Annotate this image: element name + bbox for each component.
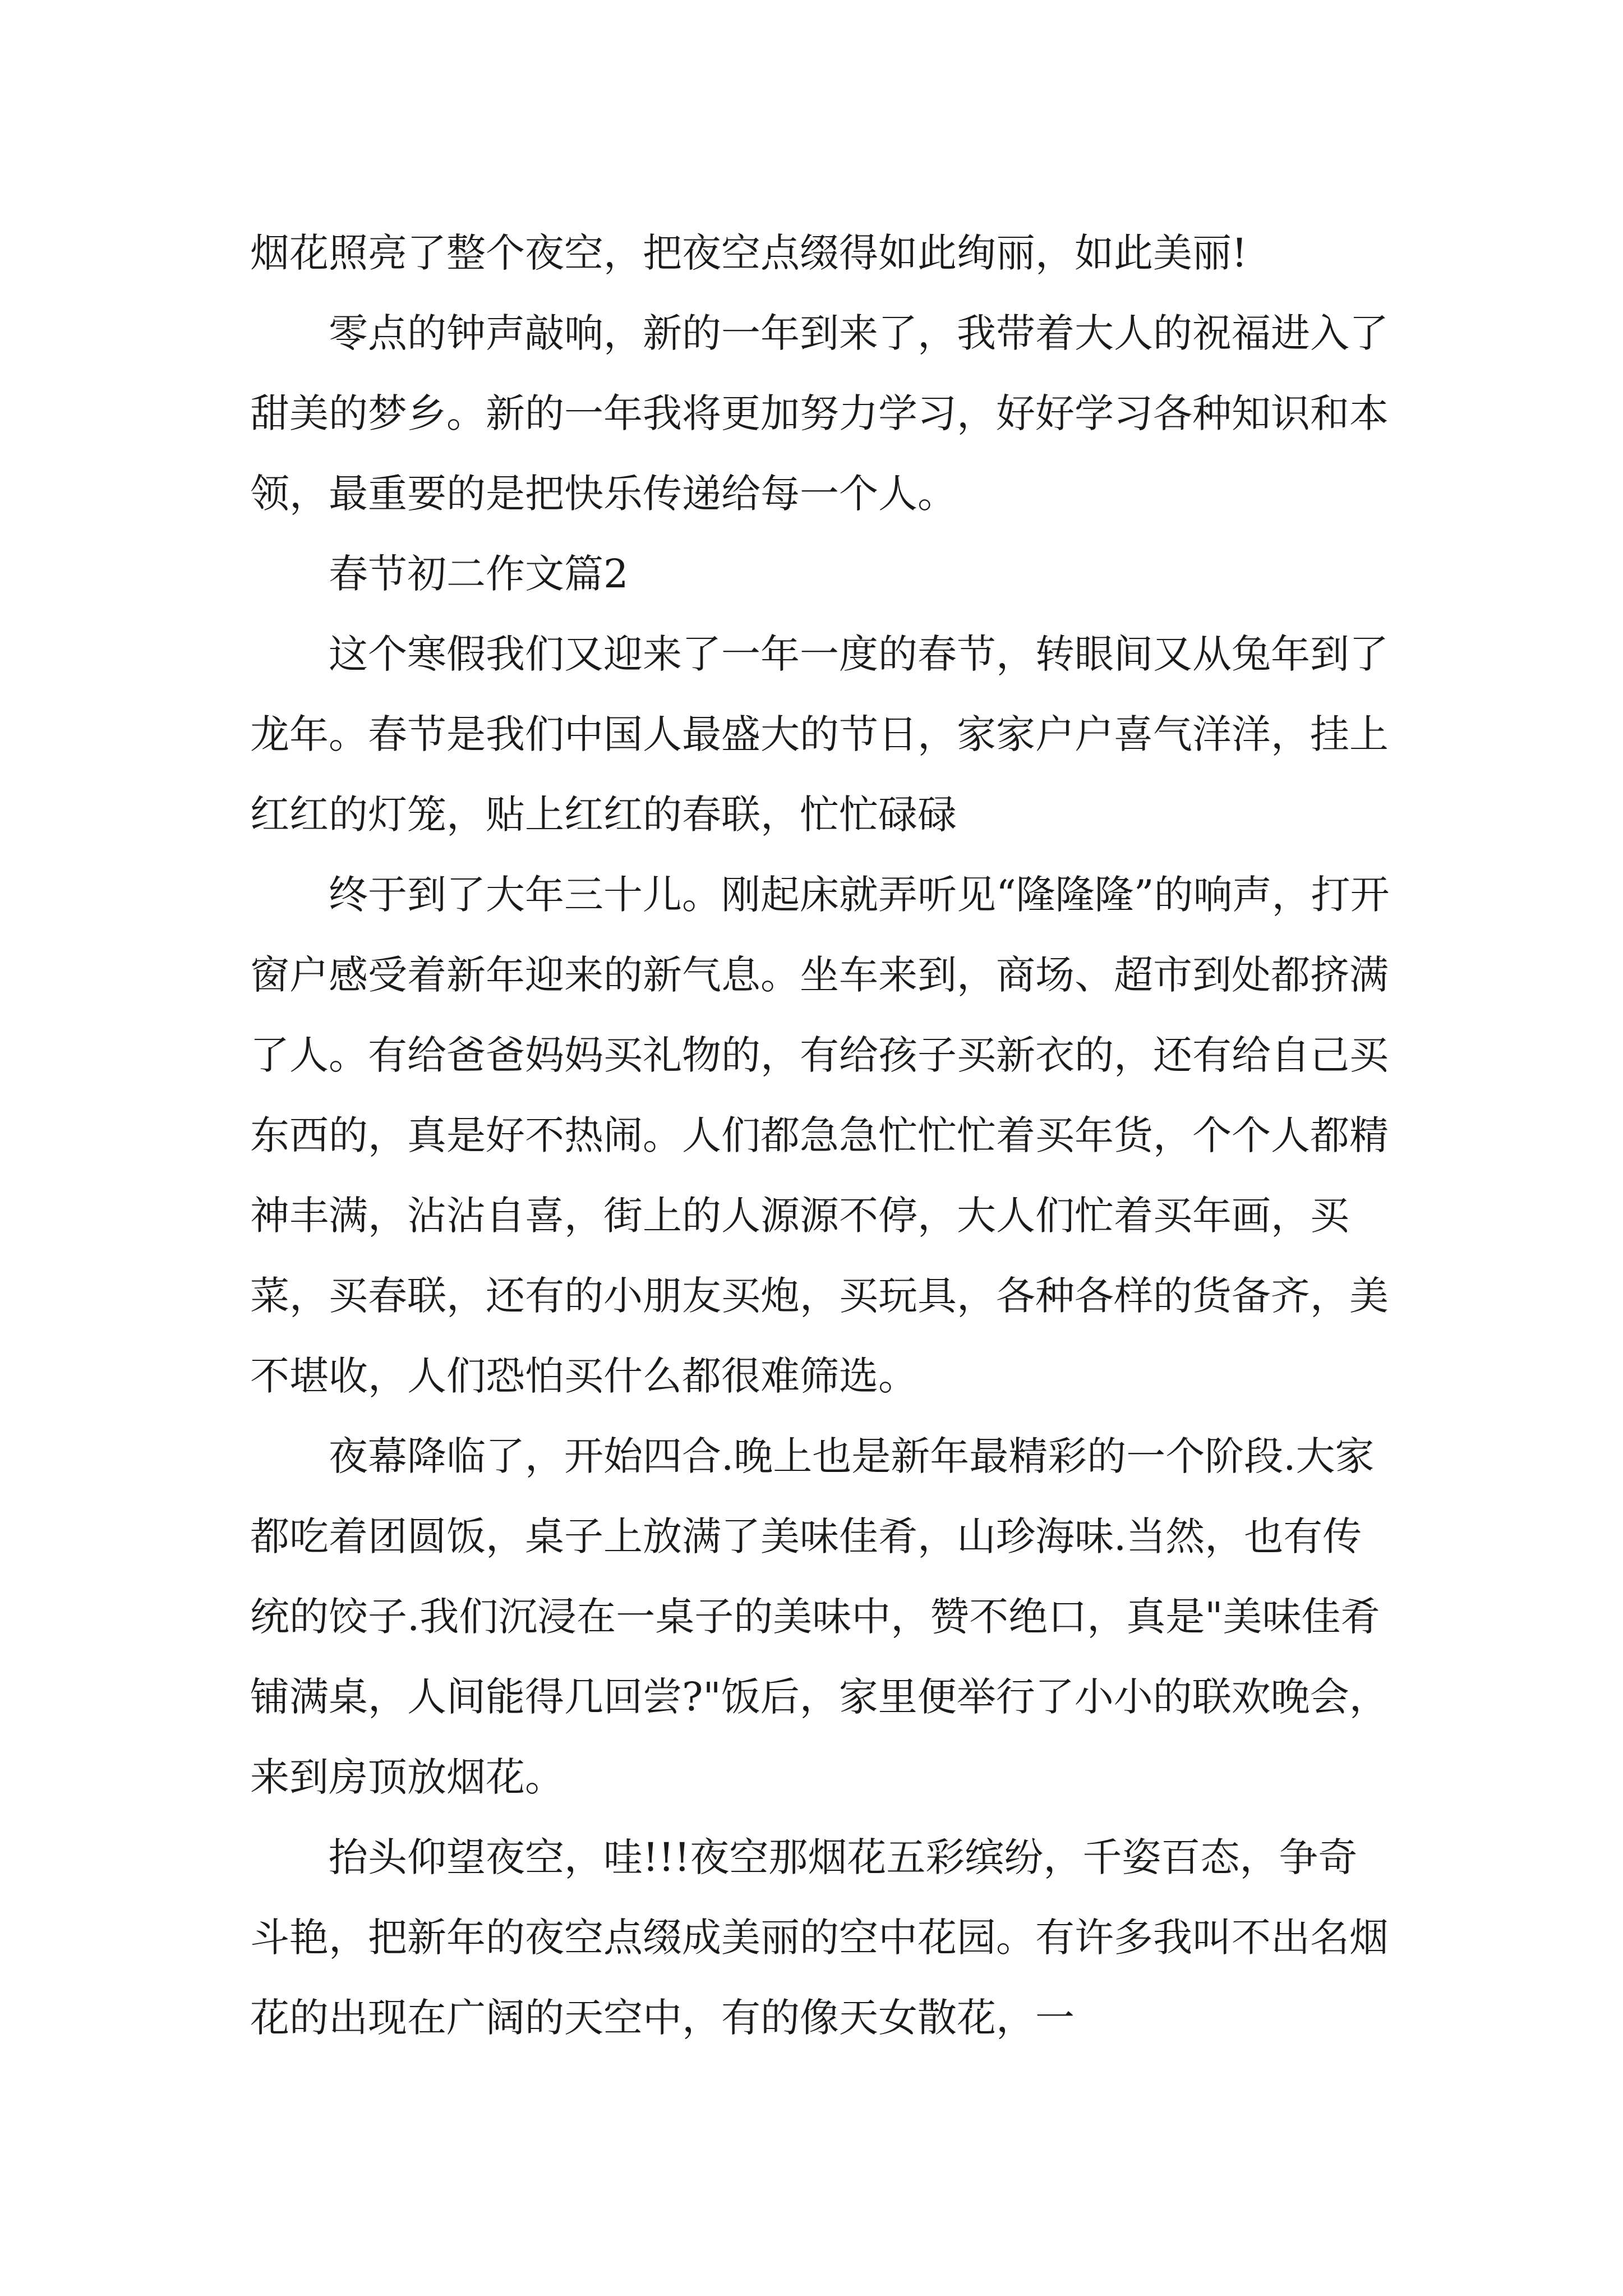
paragraph-3: 这个寒假我们又迎来了一年一度的春节，转眼间又从兔年到了龙年。春节是我们中国人最盛大的节日，家家户户喜气洋洋，挂上红红的灯笼，贴上红红的春联，忙忙碌碌 [250, 631, 1389, 838]
paragraph-2: 零点的钟声敲响，新的一年到来了，我带着大人的祝福进入了甜美的梦乡。新的一年我将更加努力学习，好好学习各种知识和本领，最重要的是把快乐传递给每一个人。 [250, 310, 1389, 517]
paragraph-5: 夜幕降临了，开始四合.晚上也是新年最精彩的一个阶段.大家都吃着团圆饭，桌子上放满了美味佳肴，山珍海味.当然，也有传统的饺子.我们沉浸在一桌子的美味中，赞不绝口，真是"美味佳肴铺满桌，人间能得几回尝?"饭后，家里便举行了小小的联欢晚会，来到房顶放烟花。 [250, 1433, 1389, 1800]
paragraph-6: 抬头仰望夜空，哇!!!夜空那烟花五彩缤纷，千姿百态，争奇斗艳，把新年的夜空点缀成美丽的空中花园。有许多我叫不出名烟花的出现在广阔的天空中，有的像天女散花，一 [250, 1834, 1389, 2041]
paragraph-4: 终于到了大年三十儿。刚起床就弄听见“隆隆隆”的响声，打开窗户感受着新年迎来的新气息。坐车来到，商场、超市到处都挤满了人。有给爸爸妈妈买礼物的，有给孩子买新衣的，还有给自己买东西的，真是好不热闹。人们都急急忙忙忙着买年货，个个人都精神丰满，沾沾自喜，街上的人源源不停，大人们忙着买年画，买菜，买春联，还有的小朋友买炮，买玩具，各种各样的货备齐，美不堪收，人们恐怕买什么都很难筛选。 [250, 872, 1390, 1399]
paragraph-1: 烟花照亮了整个夜空，把夜空点缀得如此绚丽，如此美丽! [250, 230, 1248, 276]
section-heading: 春节初二作文篇2 [329, 551, 629, 597]
essay-body [250, 213, 1394, 2058]
